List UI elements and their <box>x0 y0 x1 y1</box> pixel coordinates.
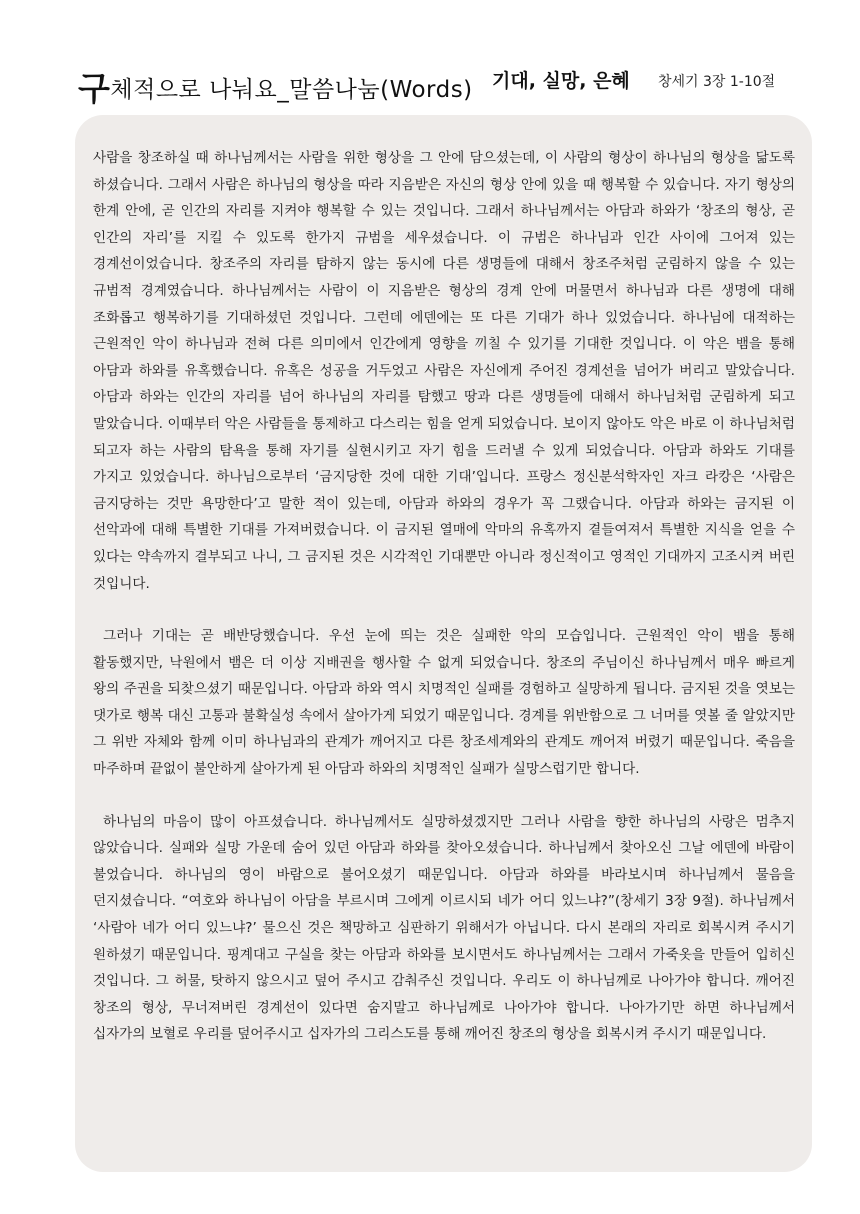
paragraph-3: 하나님의 마음이 많이 아프셨습니다. 하나님께서도 실망하셨겠지만 그러나 사람을 향한 하나님의 사랑은 멈추지 않았습니다. 실패와 실망 가운데 숨어 있던 아담과 하와를 찾아오셨습니다. 하나님께서 찾아오신 그날 에덴에 바람이 불었습니다. 하나님의 영이 바람으로 불어오셨기 때문입니다. 아담과 하와를 바라보시며 하나님께서 물음을 던지셨습니다. “여호와 하나님이 아담을 부르시며 그에게 이르시되 네가 어디 있느냐?”(창세기 3장 9절). 하나님께서 ‘사람아 네가 어디 있느냐?’ 물으신 것은 책망하고 심판하기 위해서가 아닙니다. 다시 본래의 자리로 회복시켜 주시기 원하셨기 때문입니다. 핑계대고 구실을 찾는 아담과 하와를 보시면서도 하나님께서는 그래서 가죽옷을 만들어 입히신 것입니다. 그 허물, 탓하지 않으시고 덮어 주시고 감춰주신 것입니다. 우리도 이 하나님께로 나아가야 합니다. 깨어진 창조의 형상, 무너져버린 경계선이 있다면 숨지말고 하나님께로 나아가야 합니다. 나아가기만 하면 하나님께서 십자가의 보혈로 우리를 덮어주시고 십자가의 그리스도를 통해 깨어진 창조의 형상을 회복시켜 주시기 때문입니다. <box>93 813 795 1043</box>
scripture-reference: 창세기 3장 1-10절 <box>658 74 776 90</box>
paragraph-1: 사람을 창조하실 때 하나님께서는 사람을 위한 형상을 그 안에 담으셨는데, 이 사람의 형상이 하나님의 형상을 닮도록 하셨습니다. 그래서 사람은 하나님의 형상을 따라 지음받은 자신의 형상 안에 있을 때 행복할 수 있습니다. 자기 형상의 한계 안에, 곧 인간의 자리를 지켜야 행복할 수 있는 것입니다. 그래서 하나님께서는 아담과 하와가 ‘창조의 형상, 곧 인간의 자리’를 지킬 수 있도록 한가지 규범을 세우셨습니다. 이 규범은 하나님과 인간 사이에 그어져 있는 경계선이었습니다. 창조주의 자리를 탐하지 않는 동시에 다른 생명들에 대해서 창조주처럼 군림하지 않을 수 있는 규범적 경계였습니다. 하나님께서는 사람이 이 지음받은 형상의 경계 안에 머물면서 하나님과 다른 생명에 대해 조화롭고 행복하기를 기대하셨던 것입니다. 그런데 에덴에는 또 다른 기대가 하나 있었습니다. 하나님에 대적하는 근원적인 악이 하나님과 전혀 다른 의미에서 인간에게 영향을 끼칠 수 있기를 기대한 것입니다. 이 악은 뱀을 통해 아담과 하와를 유혹했습니다. 유혹은 성공을 거두었고 사람은 자신에게 주어진 경계선을 넘어가 버리고 말았습니다. 아담과 하와는 인간의 자리를 넘어 하나님의 자리를 탐했고 땅과 다른 생명들에 대해서 하나님처럼 군림하게 되고 말았습니다. 이때부터 악은 사람들을 통제하고 다스리는 힘을 얻게 되었습니다. 보이지 않아도 악은 바로 이 하나님처럼 되고자 하는 사람의 탐욕을 통해 자기를 실현시키고 자기 힘을 드러낼 수 있게 되었습니다. 아담과 하와도 기대를 가지고 있었습니다. 하나님으로부터 ‘금지당한 것에 대한 기대’입니다. 프랑스 정신분석학자인 자크 라캉은 ‘사람은 금지당하는 것만 욕망한다’고 말한 적이 있는데, 아담과 하와의 경우가 꼭 그랬습니다. 아담과 하와는 금지된 이 선악과에 대해 특별한 기대를 가져버렸습니다. 이 금지된 열매에 악마의 유혹까지 곁들여져서 특별한 지식을 얻을 수 있다는 약속까지 결부되고 나니, 그 금지된 것은 시각적인 기대뿐만 아니라 정신적이고 영적인 기대까지 고조시켜 버린 것입니다. <box>93 150 795 592</box>
paragraph-2: 그러나 기대는 곧 배반당했습니다. 우선 눈에 띄는 것은 실패한 악의 모습입니다. 근원적인 악이 뱀을 통해 활동했지만, 낙원에서 뱀은 더 이상 지배권을 행사할 수 없게 되었습니다. 창조의 주님이신 하나님께서 매우 빠르게 왕의 주권을 되찾으셨기 때문입니다. 아담과 하와 역시 치명적인 실패를 경험하고 실망하게 됩니다. 금지된 것을 엿보는 댓가로 행복 대신 고통과 불확실성 속에서 살아가게 되었기 때문입니다. 경계를 위반함으로 그 너머를 엿볼 줄 알았지만 그 위반 자체와 함께 이미 하나님과의 관계가 깨어지고 다른 창조세계와의 관계도 깨어져 버렸기 때문입니다. 죽음을 마주하며 끝없이 불안하게 살아가게 된 아담과 하와의 치명적인 실패가 실망스럽기만 합니다. <box>93 628 795 778</box>
series-title-text: 체적으로 나눠요_말씀나눔(Words) <box>110 77 473 103</box>
page-header <box>78 50 798 108</box>
section-title: 기대, 실망, 은혜 <box>492 70 630 92</box>
series-title-initial: 구 <box>78 69 111 108</box>
content-box <box>75 115 812 1172</box>
series-title <box>78 60 473 107</box>
